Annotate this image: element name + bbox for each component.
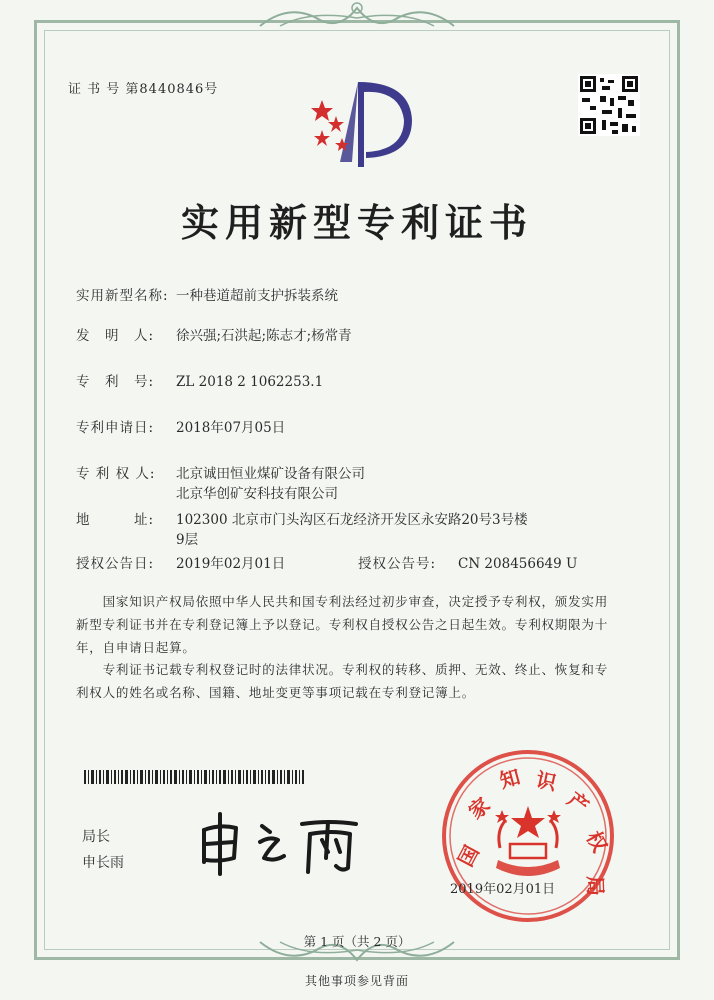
address-value-2: 9层: [176, 532, 199, 548]
patentee-row: [76, 462, 365, 482]
footer-note: 其他事项参见背面: [304, 974, 409, 988]
body-line: 专利证书记载专利权登记时的法律状况。专利权的转移、质押、无效、终止、恢复和专: [76, 662, 609, 677]
patent-office-logo-icon: [300, 72, 420, 172]
svg-text:国: 国: [454, 842, 484, 871]
address-value-1: 102300 北京市门头沟区石龙经济开发区永安路20号3号楼: [176, 512, 528, 528]
svg-text:识: 识: [533, 769, 559, 796]
grant-date-label: 授权公告日:: [76, 556, 155, 572]
body-paragraph-2: [76, 658, 656, 704]
director-name: 申长雨: [82, 855, 124, 871]
certificate-title: 实用新型专利证书: [180, 200, 533, 245]
body-line: 新型专利证书并在专利登记簿上予以登记。专利权自授权公告之日起生效。专利权期限为十: [76, 617, 609, 632]
patent-number-label: 专 利 号:: [76, 374, 155, 390]
top-ornament-icon: [250, 0, 464, 30]
utility-model-name-row: [76, 284, 338, 304]
utility-model-name-value: 一种巷道超前支护拆装系统: [176, 288, 338, 304]
barcode-icon: [84, 770, 304, 784]
grant-number-row: [358, 552, 577, 572]
patent-number-row: [76, 370, 323, 390]
patentee-label: 专 利 权 人:: [76, 466, 156, 482]
patentee-value-1: 北京诚田恒业煤矿设备有限公司: [176, 466, 365, 482]
grant-number-label: 授权公告号:: [358, 556, 437, 572]
patentee-value-2: 北京华创矿安科技有限公司: [176, 486, 338, 502]
grant-number-value: CN 208456649 U: [458, 556, 578, 572]
grant-date-value: 2019年02月01日: [176, 556, 286, 572]
svg-text:局: 局: [583, 875, 606, 897]
qr-code-icon: [578, 74, 640, 136]
issue-date: 2019年02月01日: [450, 882, 556, 897]
director-signature-icon: [190, 800, 370, 880]
address-row: [76, 508, 528, 528]
filing-date-row: [76, 416, 285, 436]
page-number: 第 1 页（共 2 页）: [303, 934, 411, 949]
patent-number-value: ZL 2018 2 1062253.1: [176, 374, 324, 390]
grant-date-row: [76, 552, 285, 572]
body-line: 年，自申请日起算。: [76, 640, 196, 655]
utility-model-name-label: 实用新型名称:: [76, 288, 169, 304]
svg-text:家: 家: [465, 794, 495, 824]
body-line: 国家知识产权局依照中华人民共和国专利法经过初步审查，决定授予专利权，颁发实用: [76, 594, 609, 609]
inventors-value: 徐兴强;石洪起;陈志才;杨常青: [176, 328, 352, 344]
filing-date-label: 专利申请日:: [76, 420, 155, 436]
svg-text:知: 知: [497, 766, 523, 793]
svg-text:产: 产: [562, 788, 593, 819]
inventors-row: [76, 324, 352, 344]
body-line: 利权人的姓名或名称、国籍、地址变更等事项记载在专利登记簿上。: [76, 685, 476, 700]
filing-date-value: 2018年07月05日: [176, 420, 286, 436]
address-label: 地 址:: [76, 512, 155, 528]
certificate-number: 证 书 号 第8440846号: [68, 82, 219, 97]
svg-text:权: 权: [581, 828, 611, 857]
body-paragraph-1: [76, 590, 656, 659]
official-seal-icon: [440, 748, 616, 924]
director-title: 局长: [82, 829, 110, 845]
inventors-label: 发 明 人:: [76, 328, 155, 344]
